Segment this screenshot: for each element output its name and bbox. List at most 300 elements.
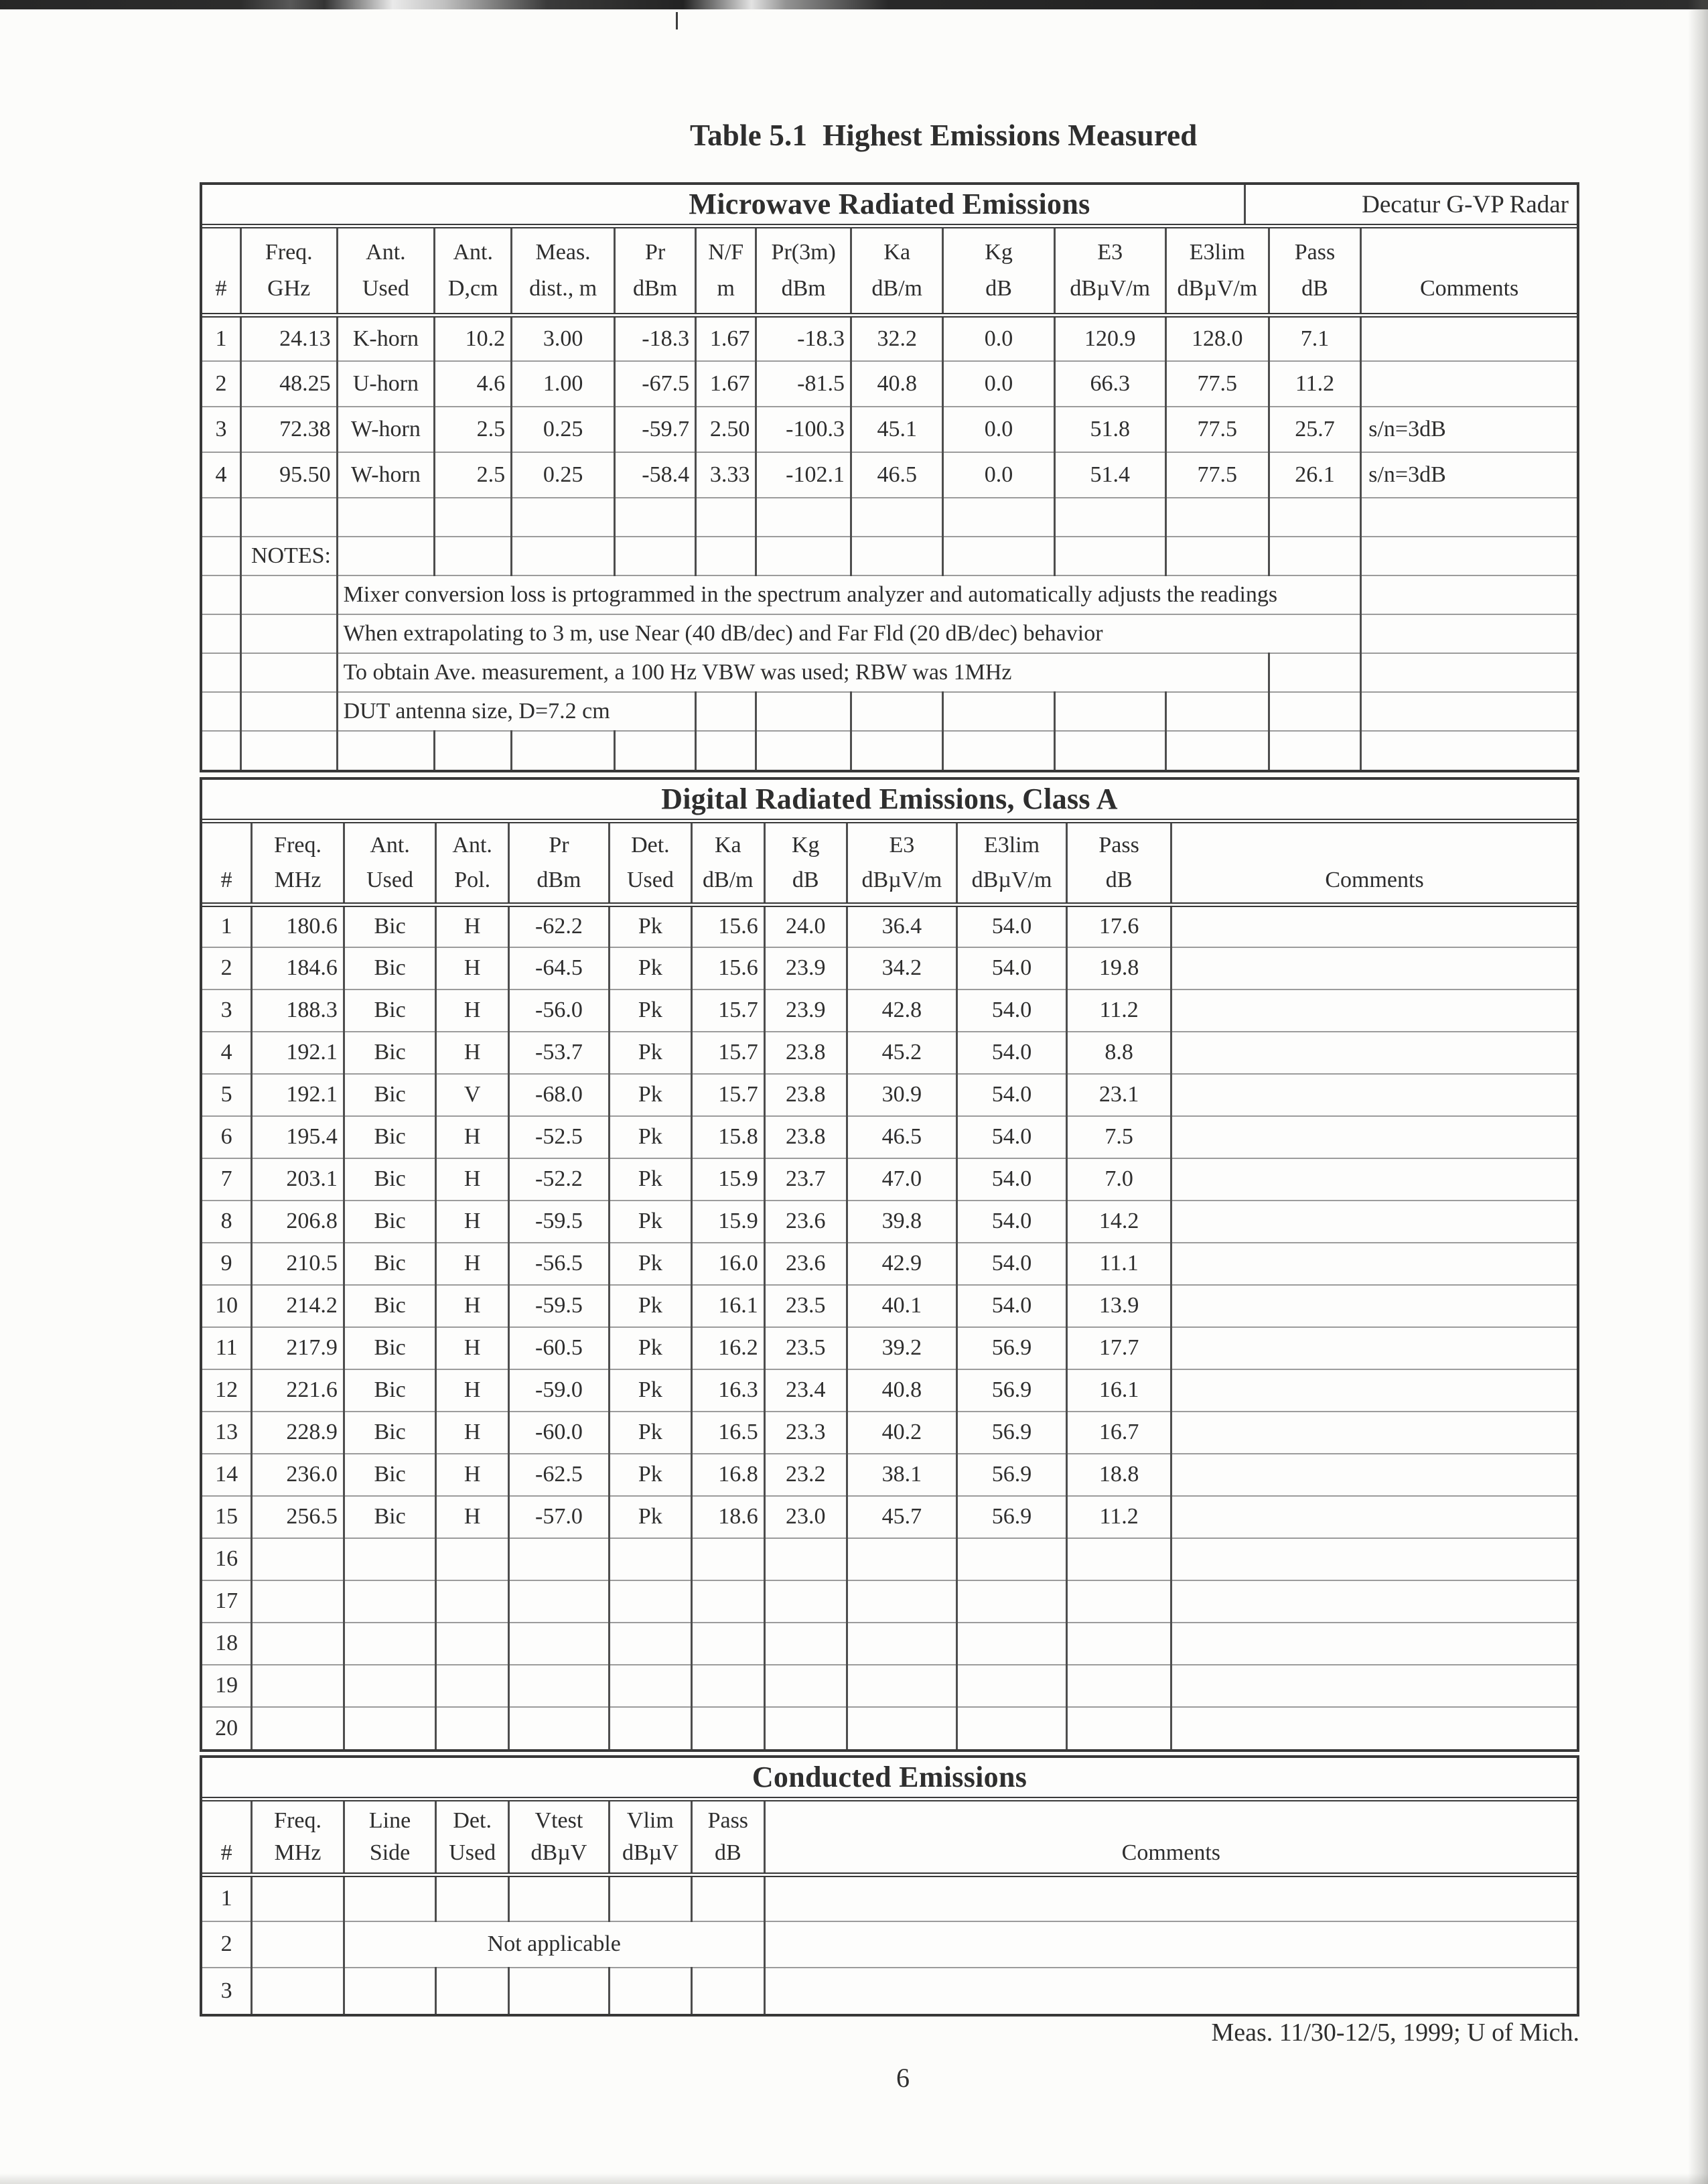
table-cell — [509, 1580, 610, 1623]
table-cell — [202, 575, 240, 614]
table-cell — [509, 1623, 610, 1665]
table-cell: 45.2 — [847, 1032, 956, 1074]
table-cell — [696, 537, 756, 575]
table-cell: Pk — [609, 1116, 691, 1158]
table-cell: 7 — [202, 1158, 252, 1201]
table-cell: Pk — [609, 1032, 691, 1074]
table-cell: 77.5 — [1165, 407, 1269, 452]
table-cell — [436, 1707, 509, 1749]
table-cell: Bic — [344, 989, 435, 1032]
column-header: Line Side — [344, 1801, 435, 1875]
table-cell — [1171, 1454, 1577, 1496]
table-cell: -59.0 — [509, 1369, 610, 1412]
table-cell: Bic — [344, 947, 435, 989]
table-cell: 46.5 — [851, 452, 942, 498]
table-cell: 17.6 — [1067, 905, 1171, 947]
table-cell: K-horn — [337, 316, 435, 361]
table-cell: H — [436, 1412, 509, 1454]
table-cell: 228.9 — [252, 1412, 344, 1454]
table-cell: 46.5 — [847, 1116, 956, 1158]
table-cell: 2 — [202, 947, 252, 989]
column-header: E3lim dBµV/m — [1165, 228, 1269, 316]
note-row — [202, 614, 1577, 653]
table-cell: 214.2 — [252, 1285, 344, 1327]
table-cell — [691, 1875, 764, 1921]
header-row — [202, 228, 1577, 316]
table-cell: Pk — [609, 1201, 691, 1243]
column-header: Vtest dBµV — [509, 1801, 610, 1875]
table-row — [202, 1454, 1577, 1496]
table-cell: 12 — [202, 1369, 252, 1412]
table-cell: -53.7 — [509, 1032, 610, 1074]
table-row — [202, 1201, 1577, 1243]
note-text: When extrapolating to 3 m, use Near (40 dB/dec) and Far Fld (20 dB/dec) behavior — [337, 614, 1361, 653]
table-cell: 15.7 — [691, 1074, 764, 1116]
table-cell: -56.0 — [509, 989, 610, 1032]
table-row — [202, 905, 1577, 947]
table-cell: 40.1 — [847, 1285, 956, 1327]
table-cell: 39.2 — [847, 1327, 956, 1369]
table-cell — [851, 692, 942, 731]
microwave-emissions-section — [200, 182, 1579, 772]
column-header: Pass dB — [1067, 823, 1171, 905]
table-cell: Pk — [609, 947, 691, 989]
table-cell: Bic — [344, 1074, 435, 1116]
digital-emissions-section — [200, 777, 1579, 1752]
table-cell — [1269, 537, 1360, 575]
table-cell: 56.9 — [956, 1496, 1066, 1538]
table-cell: 2.50 — [696, 407, 756, 452]
table-cell — [240, 498, 337, 537]
table-cell: Bic — [344, 1285, 435, 1327]
table-cell: 23.7 — [764, 1158, 847, 1201]
table-cell: -57.0 — [509, 1496, 610, 1538]
table-cell: 4 — [202, 452, 240, 498]
table-cell — [1269, 692, 1360, 731]
table-cell: 180.6 — [252, 905, 344, 947]
table-cell — [1361, 731, 1577, 770]
table-cell: 16 — [202, 1538, 252, 1580]
table-cell — [1361, 575, 1577, 614]
table-cell — [436, 1968, 509, 2014]
table-cell: 10 — [202, 1285, 252, 1327]
table-cell — [1171, 947, 1577, 989]
table-cell: 51.8 — [1054, 407, 1165, 452]
table-row — [202, 1412, 1577, 1454]
table-cell: 0.25 — [512, 407, 615, 452]
table-cell: 23.8 — [764, 1074, 847, 1116]
table-cell — [337, 498, 435, 537]
table-cell: 184.6 — [252, 947, 344, 989]
table-cell: 23.2 — [764, 1454, 847, 1496]
column-header: Comments — [1171, 823, 1577, 905]
table-cell — [1269, 498, 1360, 537]
table-cell: 23.1 — [1067, 1074, 1171, 1116]
table-cell: 54.0 — [956, 1201, 1066, 1243]
table-cell: 54.0 — [956, 905, 1066, 947]
table-cell: -59.5 — [509, 1285, 610, 1327]
table-cell: Pk — [609, 1454, 691, 1496]
table-cell: 16.8 — [691, 1454, 764, 1496]
table-cell — [1054, 692, 1165, 731]
column-header: Comments — [1361, 228, 1577, 316]
note-text: Mixer conversion loss is prtogrammed in the spectrum analyzer and automatically adjusts the readings — [337, 575, 1361, 614]
table-cell — [609, 1538, 691, 1580]
table-cell — [691, 1968, 764, 2014]
table-cell: 221.6 — [252, 1369, 344, 1412]
table-row — [202, 1580, 1577, 1623]
table-cell — [344, 1968, 435, 2014]
table-cell: 36.4 — [847, 905, 956, 947]
table-cell — [252, 1538, 344, 1580]
table-cell: 16.5 — [691, 1412, 764, 1454]
table-cell — [851, 537, 942, 575]
table-cell: 54.0 — [956, 1158, 1066, 1201]
scan-edge-shadow-bottom — [0, 2173, 1708, 2184]
column-header: # — [202, 823, 252, 905]
table-cell — [435, 498, 512, 537]
table-cell: 1.67 — [696, 361, 756, 407]
table-cell: -81.5 — [756, 361, 851, 407]
table-cell: 24.13 — [240, 316, 337, 361]
table-cell — [764, 1968, 1577, 2014]
table-cell — [252, 1623, 344, 1665]
table-cell — [1269, 731, 1360, 770]
table-cell: 72.38 — [240, 407, 337, 452]
table-cell — [344, 1875, 435, 1921]
table-cell — [943, 731, 1054, 770]
table-cell: 16.7 — [1067, 1412, 1171, 1454]
table-cell: 24.0 — [764, 905, 847, 947]
table-cell: Bic — [344, 1412, 435, 1454]
table-cell: V — [436, 1074, 509, 1116]
table-cell: 56.9 — [956, 1412, 1066, 1454]
device-label: Decatur G-VP Radar — [1244, 185, 1577, 224]
conducted-band-title: Conducted Emissions — [752, 1761, 1027, 1793]
column-header: Ka dB/m — [691, 823, 764, 905]
table-cell: 56.9 — [956, 1327, 1066, 1369]
table-cell — [956, 1623, 1066, 1665]
table-cell: 0.0 — [943, 361, 1054, 407]
table-cell: 3 — [202, 1968, 252, 2014]
table-row — [202, 1496, 1577, 1538]
table-cell: 54.0 — [956, 947, 1066, 989]
microwave-band-header — [202, 185, 1577, 228]
not-applicable-cell: Not applicable — [344, 1921, 764, 1968]
measurement-footnote: Meas. 11/30-12/5, 1999; U of Mich. — [1211, 2019, 1579, 2047]
table-cell — [1171, 1116, 1577, 1158]
table-cell: Pk — [609, 1369, 691, 1412]
table-cell: 2.5 — [435, 452, 512, 498]
table-cell — [436, 1538, 509, 1580]
table-cell — [252, 1580, 344, 1623]
table-cell: 192.1 — [252, 1032, 344, 1074]
table-cell: Pk — [609, 989, 691, 1032]
table-cell: 23.4 — [764, 1369, 847, 1412]
table-cell: 0.25 — [512, 452, 615, 498]
table-cell — [764, 1580, 847, 1623]
table-cell — [1165, 692, 1269, 731]
table-cell: -52.5 — [509, 1116, 610, 1158]
table-cell: 0.0 — [943, 316, 1054, 361]
table-cell: Bic — [344, 1327, 435, 1369]
digital-band-title: Digital Radiated Emissions, Class A — [661, 782, 1118, 815]
table-cell — [691, 1623, 764, 1665]
table-cell — [1171, 1538, 1577, 1580]
column-header: # — [202, 228, 240, 316]
table-cell: H — [436, 1327, 509, 1369]
table-cell: 0.0 — [943, 407, 1054, 452]
table-cell: 3 — [202, 407, 240, 452]
table-cell: 54.0 — [956, 1032, 1066, 1074]
table-cell: H — [436, 1243, 509, 1285]
note-text: DUT antenna size, D=7.2 cm — [337, 692, 696, 731]
table-cell: Bic — [344, 1454, 435, 1496]
table-cell: 7.1 — [1269, 316, 1360, 361]
column-header: Freq. MHz — [252, 823, 344, 905]
table-cell: 195.4 — [252, 1116, 344, 1158]
table-cell: 77.5 — [1165, 361, 1269, 407]
table-cell: 54.0 — [956, 989, 1066, 1032]
table-row — [202, 1327, 1577, 1369]
table-cell — [696, 731, 756, 770]
table-cell — [1067, 1580, 1171, 1623]
table-cell: 95.50 — [240, 452, 337, 498]
table-cell: H — [436, 1032, 509, 1074]
table-cell: Bic — [344, 1369, 435, 1412]
table-cell: 15.9 — [691, 1158, 764, 1201]
table-cell: 7.0 — [1067, 1158, 1171, 1201]
table-row — [202, 498, 1577, 537]
table-cell: 11.2 — [1067, 1496, 1171, 1538]
table-cell — [756, 537, 851, 575]
table-row — [202, 1116, 1577, 1158]
table-cell: Bic — [344, 1116, 435, 1158]
conducted-band-header — [202, 1758, 1577, 1801]
table-cell: 23.8 — [764, 1032, 847, 1074]
column-header: Pass dB — [1269, 228, 1360, 316]
table-cell — [1171, 1285, 1577, 1327]
table-cell: 6 — [202, 1116, 252, 1158]
table-cell: -68.0 — [509, 1074, 610, 1116]
table-cell — [509, 1538, 610, 1580]
table-cell: Bic — [344, 1032, 435, 1074]
table-cell — [1067, 1623, 1171, 1665]
table-cell — [1361, 614, 1577, 653]
column-header: Kg dB — [943, 228, 1054, 316]
table-cell: Pk — [609, 1285, 691, 1327]
table-cell — [756, 731, 851, 770]
table-row — [202, 1158, 1577, 1201]
table-cell: 48.25 — [240, 361, 337, 407]
table-cell: 192.1 — [252, 1074, 344, 1116]
table-row — [202, 316, 1577, 361]
table-cell — [1067, 1665, 1171, 1707]
table-cell: 120.9 — [1054, 316, 1165, 361]
table-cell: 2 — [202, 361, 240, 407]
table-cell: -18.3 — [756, 316, 851, 361]
table-cell: 39.8 — [847, 1201, 956, 1243]
table-cell — [509, 1968, 610, 2014]
table-cell: 18.8 — [1067, 1454, 1171, 1496]
table-cell — [615, 731, 696, 770]
table-cell — [1361, 653, 1577, 692]
table-cell: Pk — [609, 1158, 691, 1201]
table-cell: 3.00 — [512, 316, 615, 361]
table-cell — [252, 1875, 344, 1921]
table-cell — [512, 537, 615, 575]
table-row — [202, 1665, 1577, 1707]
column-header: Det. Used — [436, 1801, 509, 1875]
table-cell — [1361, 498, 1577, 537]
table-cell — [609, 1665, 691, 1707]
table-cell — [764, 1921, 1577, 1968]
table-cell — [1269, 653, 1360, 692]
table-cell: Pk — [609, 1496, 691, 1538]
note-row — [202, 575, 1577, 614]
table-cell — [435, 537, 512, 575]
table-cell — [847, 1623, 956, 1665]
column-header: Pr(3m) dBm — [756, 228, 851, 316]
table-cell — [691, 1665, 764, 1707]
table-cell: 13.9 — [1067, 1285, 1171, 1327]
table-cell: 40.2 — [847, 1412, 956, 1454]
table-cell: -59.7 — [615, 407, 696, 452]
table-cell — [509, 1875, 610, 1921]
table-cell — [509, 1665, 610, 1707]
column-header: Vlim dBµV — [609, 1801, 691, 1875]
table-cell: H — [436, 1116, 509, 1158]
table-row — [202, 407, 1577, 452]
table-cell — [202, 692, 240, 731]
table-cell — [696, 692, 756, 731]
table-cell: s/n=3dB — [1361, 407, 1577, 452]
table-cell: 47.0 — [847, 1158, 956, 1201]
table-cell — [1361, 537, 1577, 575]
table-cell: 54.0 — [956, 1116, 1066, 1158]
table-cell: 15.8 — [691, 1116, 764, 1158]
table-cell — [344, 1580, 435, 1623]
table-cell: 206.8 — [252, 1201, 344, 1243]
table-cell: 23.8 — [764, 1116, 847, 1158]
table-cell: 25.7 — [1269, 407, 1360, 452]
table-cell — [1171, 905, 1577, 947]
note-row — [202, 653, 1577, 692]
table-cell: 13 — [202, 1412, 252, 1454]
table-cell: 11.1 — [1067, 1243, 1171, 1285]
table-cell: 40.8 — [847, 1369, 956, 1412]
table-cell — [615, 537, 696, 575]
table-cell: 16.1 — [1067, 1369, 1171, 1412]
header-row — [202, 823, 1577, 905]
table-cell: -64.5 — [509, 947, 610, 989]
table-cell — [764, 1538, 847, 1580]
table-cell — [1067, 1707, 1171, 1749]
table-cell: 256.5 — [252, 1496, 344, 1538]
table-cell — [943, 692, 1054, 731]
table-cell — [847, 1707, 956, 1749]
table-cell: -56.5 — [509, 1243, 610, 1285]
conducted-emissions-table — [202, 1801, 1577, 2014]
table-row — [202, 1875, 1577, 1921]
table-cell — [252, 1968, 344, 2014]
microwave-emissions-table — [202, 228, 1577, 770]
table-cell: 54.0 — [956, 1074, 1066, 1116]
table-cell: 32.2 — [851, 316, 942, 361]
column-header: Ant. Used — [337, 228, 435, 316]
table-cell: 15.9 — [691, 1201, 764, 1243]
column-header: Det. Used — [609, 823, 691, 905]
table-row — [202, 1369, 1577, 1412]
table-cell: 15 — [202, 1496, 252, 1538]
table-cell: Pk — [609, 1243, 691, 1285]
table-cell: -102.1 — [756, 452, 851, 498]
table-cell — [943, 498, 1054, 537]
column-header: Comments — [764, 1801, 1577, 1875]
table-cell — [609, 1707, 691, 1749]
column-header: Pr dBm — [509, 823, 610, 905]
table-cell: Bic — [344, 905, 435, 947]
table-cell — [1171, 1580, 1577, 1623]
table-cell — [509, 1707, 610, 1749]
table-cell — [847, 1665, 956, 1707]
table-cell — [764, 1623, 847, 1665]
table-cell — [512, 498, 615, 537]
table-cell — [764, 1875, 1577, 1921]
table-cell: 4.6 — [435, 361, 512, 407]
table-cell: 23.5 — [764, 1285, 847, 1327]
table-cell: -52.2 — [509, 1158, 610, 1201]
table-cell: 77.5 — [1165, 452, 1269, 498]
table-cell: Bic — [344, 1496, 435, 1538]
table-cell: H — [436, 1158, 509, 1201]
table-cell: 15.6 — [691, 905, 764, 947]
table-cell — [435, 731, 512, 770]
table-cell: 23.3 — [764, 1412, 847, 1454]
table-cell — [1171, 1074, 1577, 1116]
table-row — [202, 452, 1577, 498]
column-header: E3lim dBµV/m — [956, 823, 1066, 905]
table-row — [202, 537, 1577, 575]
table-cell: -60.0 — [509, 1412, 610, 1454]
table-cell — [436, 1665, 509, 1707]
table-row — [202, 1707, 1577, 1749]
table-cell — [344, 1665, 435, 1707]
table-cell: 1 — [202, 1875, 252, 1921]
column-header: Meas. dist., m — [512, 228, 615, 316]
table-cell: Pk — [609, 1074, 691, 1116]
table-cell: 16.1 — [691, 1285, 764, 1327]
table-cell: 23.9 — [764, 989, 847, 1032]
table-cell — [756, 692, 851, 731]
page-title: Table 5.1 Highest Emissions Measured — [690, 119, 1198, 152]
table-cell: 188.3 — [252, 989, 344, 1032]
table-row — [202, 1032, 1577, 1074]
table-cell: 23.6 — [764, 1243, 847, 1285]
table-cell — [1361, 361, 1577, 407]
table-cell: H — [436, 1201, 509, 1243]
table-cell: 51.4 — [1054, 452, 1165, 498]
table-cell: -59.5 — [509, 1201, 610, 1243]
table-cell — [1054, 537, 1165, 575]
table-cell — [847, 1538, 956, 1580]
table-cell — [764, 1665, 847, 1707]
table-cell: 1.67 — [696, 316, 756, 361]
table-cell — [1361, 316, 1577, 361]
column-header: Ant. Used — [344, 823, 435, 905]
table-row — [202, 1285, 1577, 1327]
table-cell: W-horn — [337, 407, 435, 452]
